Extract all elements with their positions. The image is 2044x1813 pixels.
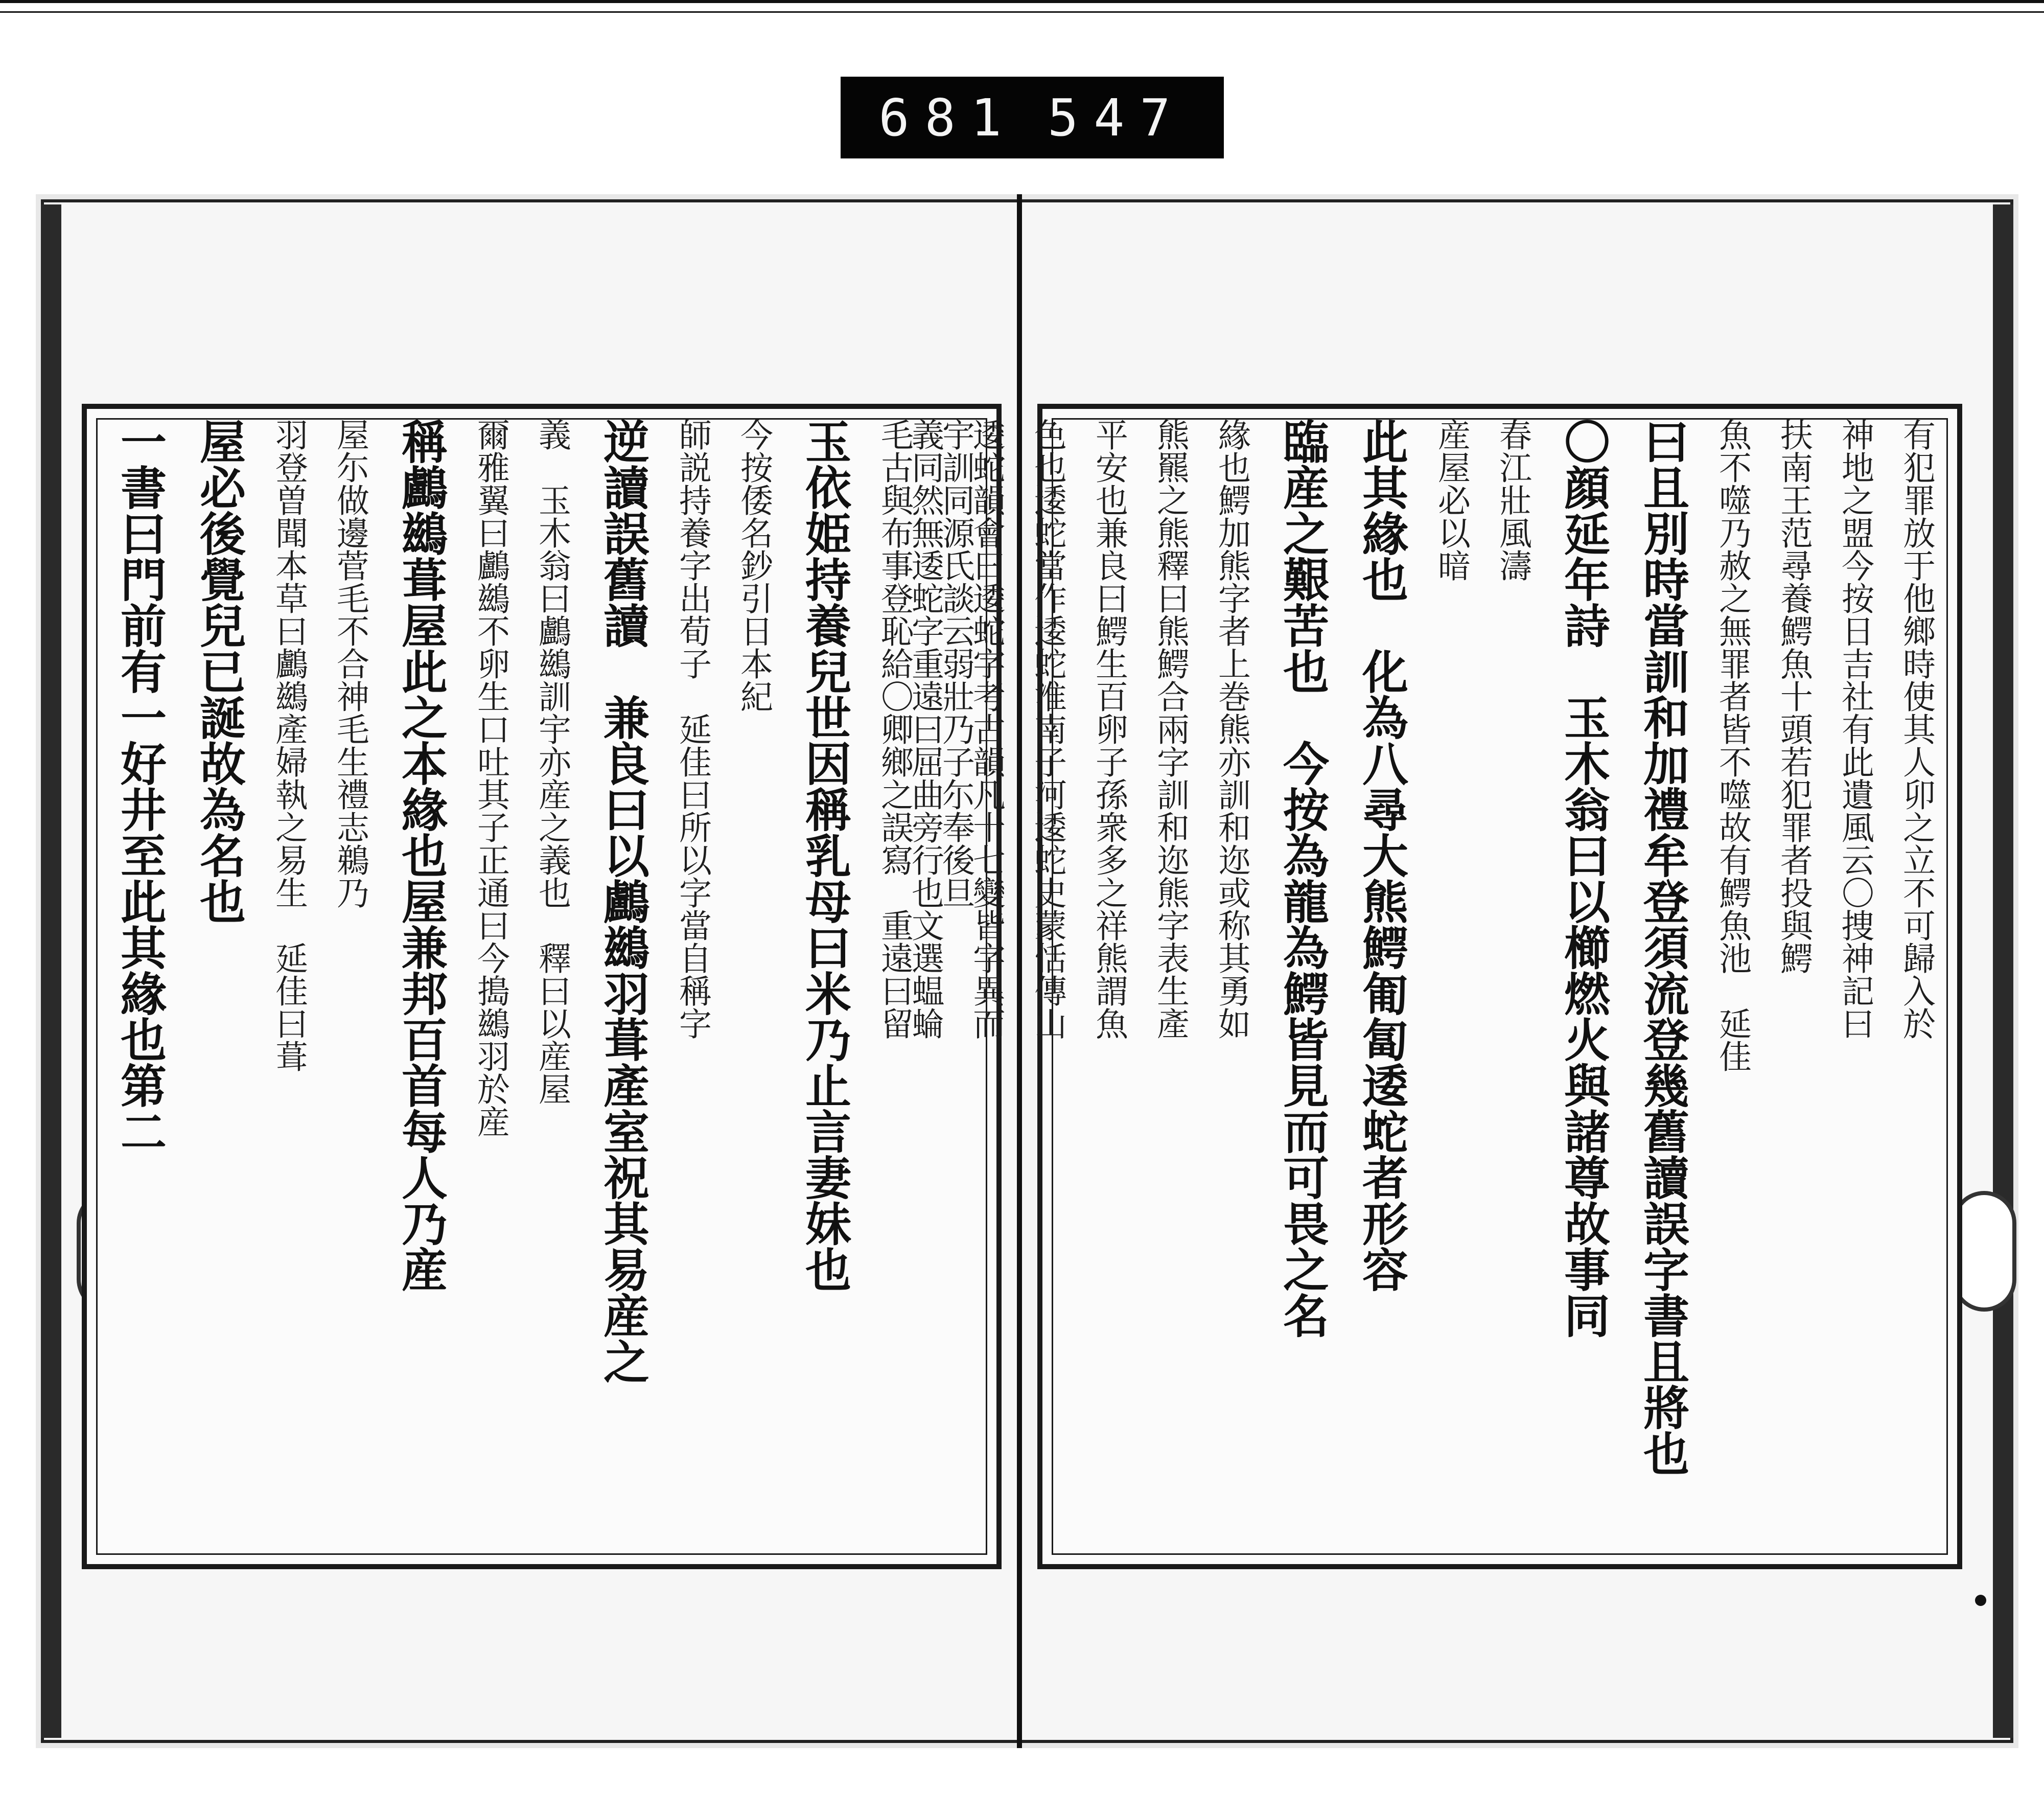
text-column: 義 玉木翁曰鸕鷀訓宇亦産之義也 釋曰以産屋 bbox=[533, 418, 571, 1105]
top-film-stripe-2 bbox=[0, 11, 2044, 13]
text-column: 熊羆之熊釋曰熊鰐合兩字訓和迩熊字表生產 bbox=[1151, 418, 1189, 1040]
text-column: 羽登曽聞本草曰鸕鷀產婦執之易生 延佳曰葺 bbox=[270, 418, 308, 1072]
text-column: 曰且別時當訓和加禮牟登須流登幾舊讀誤字書且將也 bbox=[1635, 418, 1689, 1476]
text-column: 神地之盟今按日吉社有此遺風云〇捜神記曰 bbox=[1836, 418, 1874, 1040]
text-column: 魚不噬乃赦之無罪者皆不噬故有鰐魚池 延佳 bbox=[1713, 418, 1751, 1072]
ink-dot bbox=[1975, 1595, 1986, 1606]
text-column: 今按倭名鈔引日本紀 bbox=[735, 418, 773, 713]
text-column: 一書曰門前有一好井至此其緣也第二 bbox=[112, 418, 167, 1154]
text-column: 玉依姫持養兒世因稱乳母曰米乃止言妻妹也 bbox=[797, 418, 851, 1292]
left-book-edge bbox=[41, 204, 61, 1738]
text-column: 逶蛇韻會曰逶蛇字考古韻凡十七變皆字異而 bbox=[967, 418, 1005, 1040]
text-column: 屋必後覺兒已誕故為名也 bbox=[192, 418, 246, 924]
right-book-edge bbox=[1993, 204, 2013, 1738]
archive-number-label bbox=[841, 77, 1224, 158]
left-page-text bbox=[97, 418, 986, 1555]
text-column: 有犯罪放于他鄉時使其人卯之立不可歸入於 bbox=[1897, 418, 1935, 1040]
text-column: 緣也鰐加熊字者上巻熊亦訓和迩或称其勇如 bbox=[1213, 418, 1250, 1040]
text-column: 扶南王范尋養鰐魚十頭若犯罪者投與鰐 bbox=[1775, 418, 1813, 974]
text-column: 臨産之艱苦也 今按為龍為鰐皆見而可畏之名 bbox=[1275, 418, 1329, 1338]
text-column: 産屋必以暗 bbox=[1432, 418, 1470, 582]
text-column: 此其緣也 化為八尋大熊鰐匍匐逶蛇者形容 bbox=[1354, 418, 1408, 1292]
text-column: 色也逶蛇當作逶蛇淮南子河逶蛇史蒙恬傳山 bbox=[1029, 418, 1066, 1040]
text-column: 爾雅翼曰鸕鷀不卵生口吐其子正通曰今搗鷀羽於産 bbox=[472, 418, 509, 1138]
text-column: 師説持養字出荀子 延佳曰所以字當自稱字 bbox=[673, 418, 711, 1040]
text-column: 春江壯風濤 bbox=[1494, 418, 1531, 582]
top-film-stripe bbox=[0, 0, 2044, 3]
archive-number-first: 681 bbox=[878, 87, 1017, 148]
text-column: 平安也兼良曰鰐生百卵子孫衆多之祥熊謂魚 bbox=[1090, 418, 1128, 1040]
left-page bbox=[82, 404, 1002, 1569]
archive-number-second: 547 bbox=[1048, 87, 1186, 148]
text-column: 屋尓做邊菅毛不合神毛生禮志鵜乃 bbox=[331, 418, 369, 909]
text-column: 宇訓同源氏談云弱壯乃子尓奉後旦 bbox=[937, 418, 974, 909]
text-column: 逆讀誤舊讀 兼良曰以鸕鷀羽葺產室祝其易産之 bbox=[595, 418, 649, 1384]
text-column: 〇顔延年詩 玉木翁曰以櫛燃火與諸尊故事同 bbox=[1556, 418, 1610, 1338]
text-column: 毛古與布事登恥給〇卿鄉之誤寫 重遠曰留 bbox=[875, 418, 913, 1040]
text-column: 義同然無逶蛇字重遠曰屈曲旁行也文選蝹蜦 bbox=[906, 418, 944, 1040]
text-column: 稱鸕鷀葺屋此之本緣也屋兼邦百首每人乃産 bbox=[393, 418, 448, 1292]
